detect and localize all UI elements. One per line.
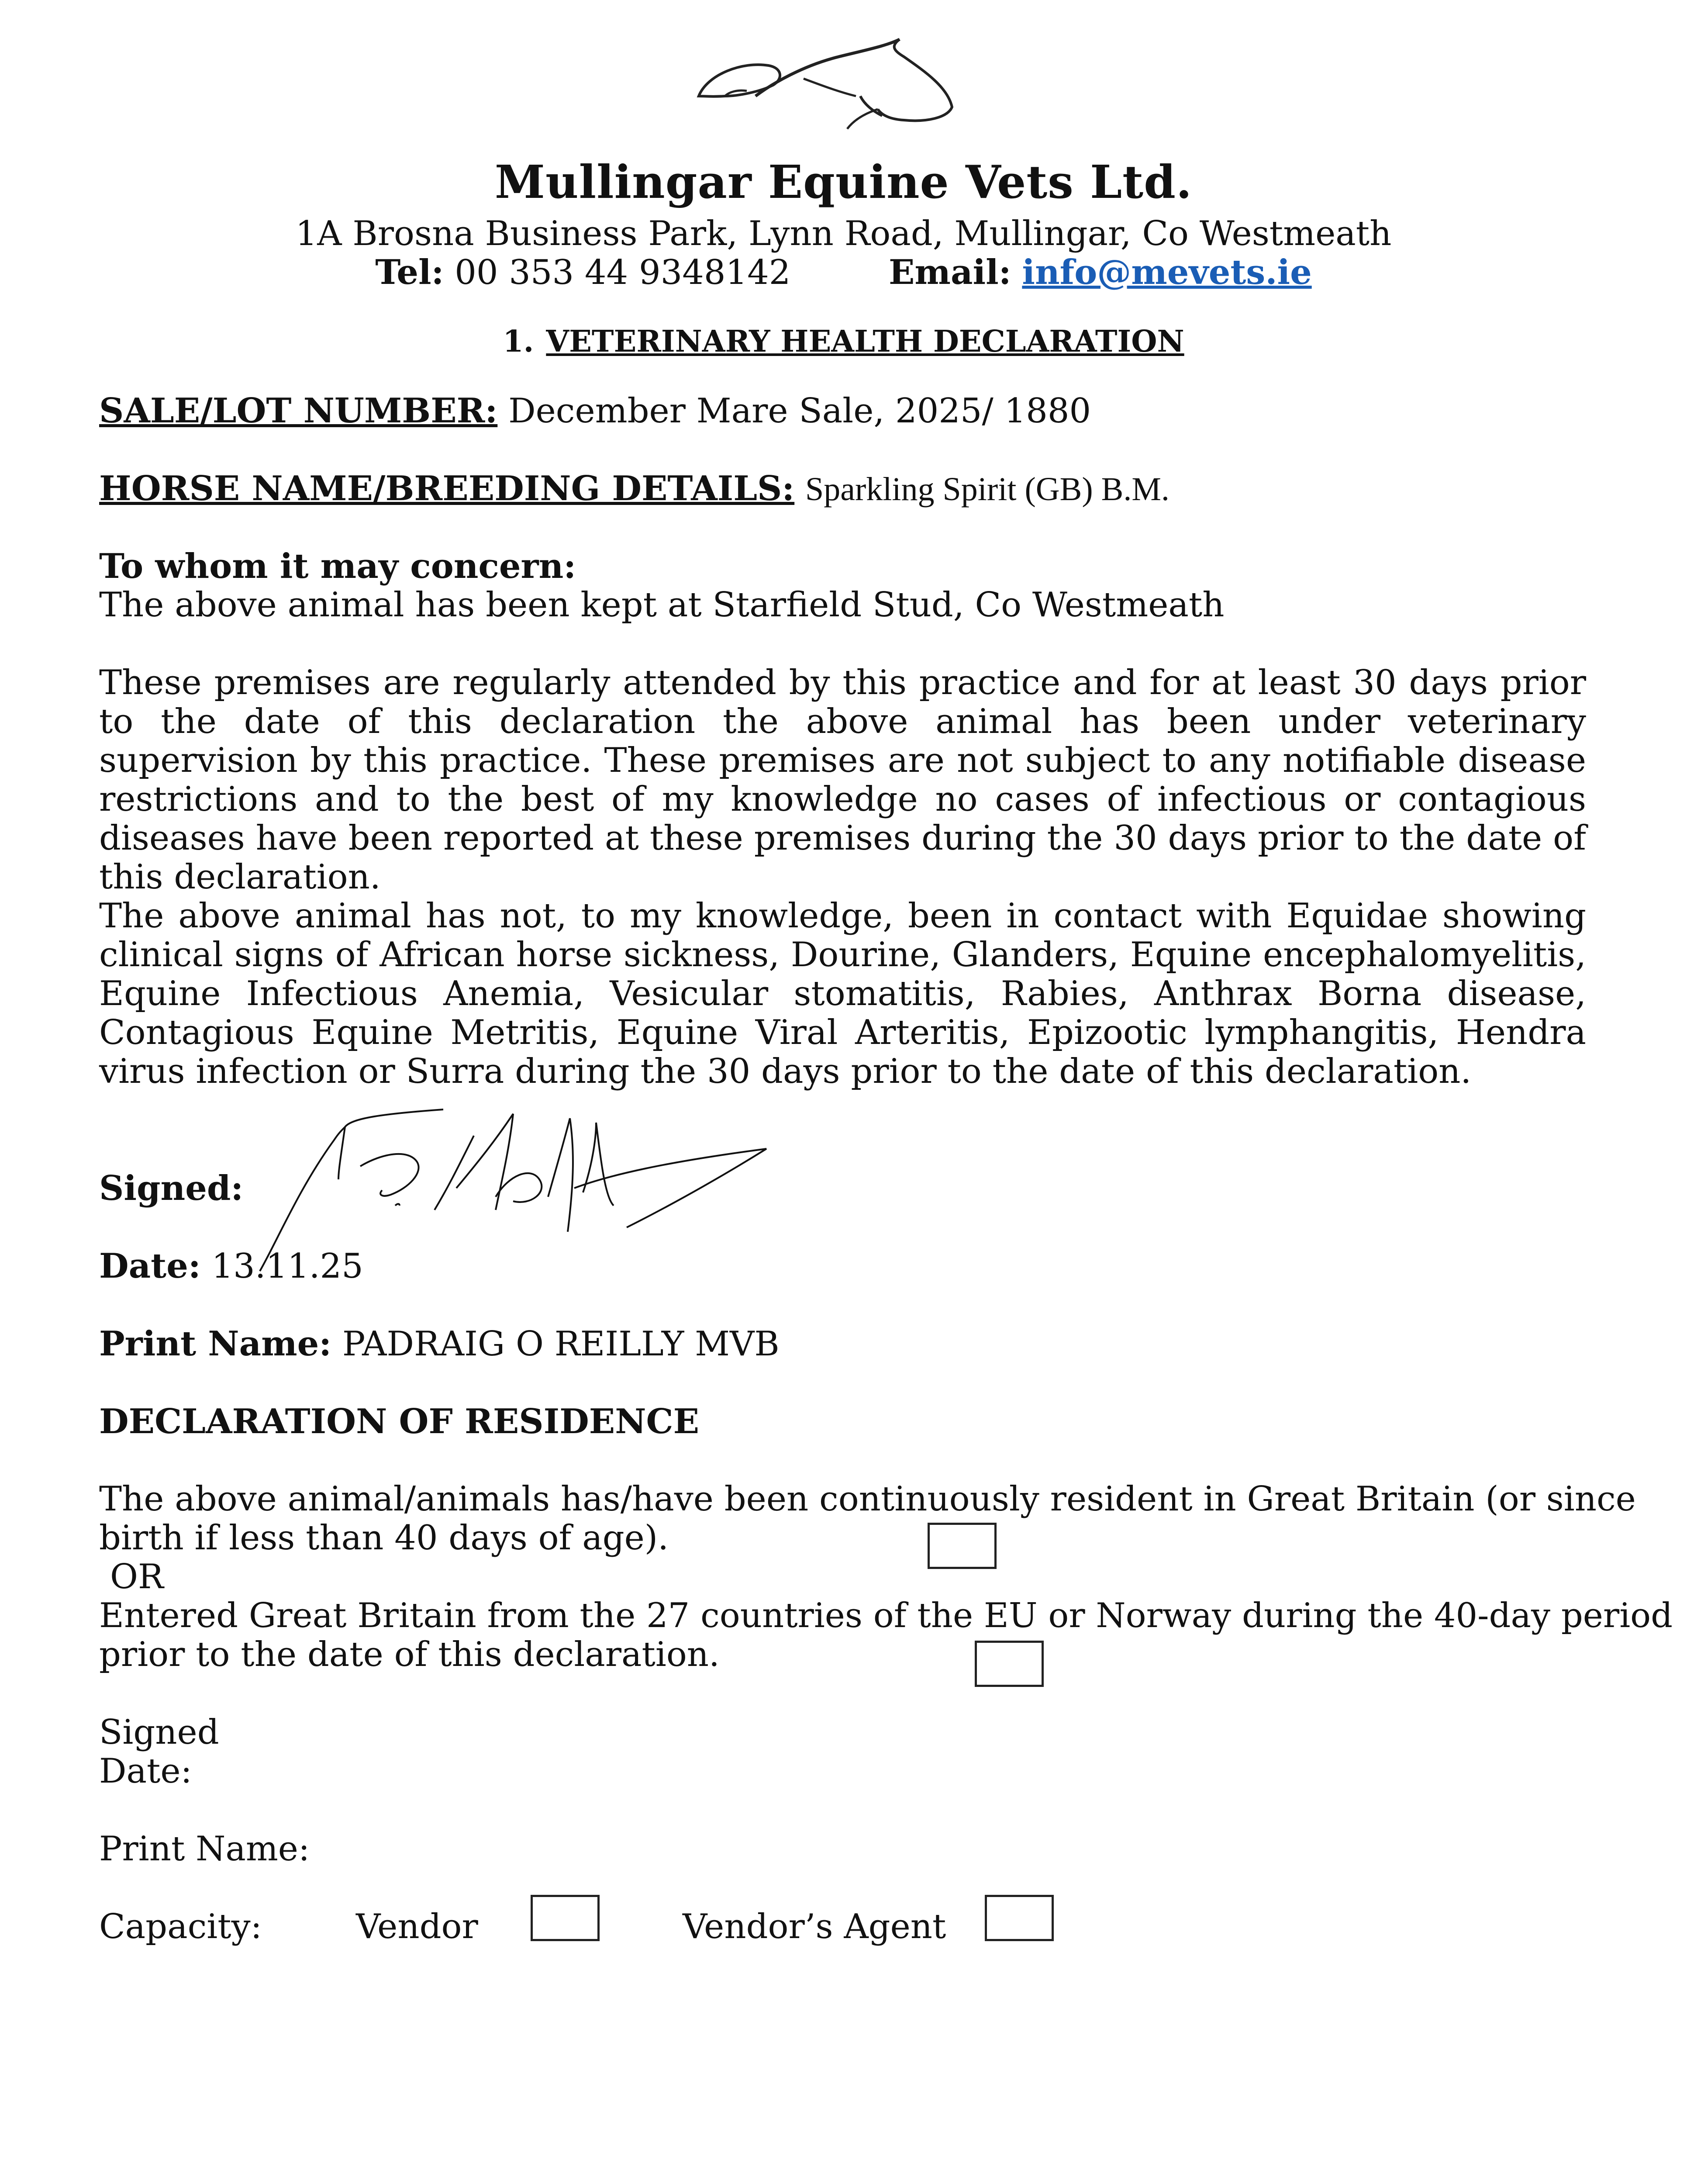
sale-lot-line (99, 391, 1091, 431)
entered-eu-checkbox[interactable] (975, 1641, 1044, 1687)
residence-option-1-line-1: The above animal/animals has/have been continuously resident in Great Britain (or since (99, 1479, 1636, 1519)
or-text: OR (110, 1557, 164, 1597)
resident-checkbox[interactable] (928, 1523, 997, 1569)
tel-value: 00 353 44 9348142 (455, 253, 791, 292)
horse-label: HORSE NAME/BREEDING DETAILS: (99, 469, 795, 508)
date-line (99, 1247, 363, 1286)
print-name-line (99, 1324, 780, 1364)
residence-date-label: Date: (99, 1752, 192, 1791)
residence-option-2-line-2: prior to the date of this declaration. (99, 1635, 720, 1674)
salutation: To whom it may concern: (99, 546, 576, 586)
section-number: 1. (503, 324, 534, 359)
date-label: Date: (99, 1246, 201, 1286)
email-link[interactable]: info@mevets.ie (1022, 252, 1312, 292)
premises-paragraph: These premises are regularly attended by this practice and for at least 30 days prior to the date of this declaration the above animal has been under veterinary supervision by this practice. These premises are not subject to any notifiable disease restrictions and to the best of my knowledge no cases of infectious or contagious diseases have been reported at these premises during the 30 days prior to the date of this declaration. (99, 663, 1586, 897)
signed-label-health: Signed: (99, 1168, 244, 1208)
company-address: 1A Brosna Business Park, Lynn Road, Mullingar, Co Westmeath (295, 214, 1392, 253)
contact-line (0, 252, 1687, 292)
residence-signed-label: Signed (99, 1713, 219, 1752)
date-value: 13.11.25 (211, 1247, 363, 1286)
horse-line (99, 469, 1170, 509)
horse-value: Sparkling Spirit (GB) B.M. (805, 471, 1170, 508)
sale-lot-value: December Mare Sale, 2025/ 1880 (508, 391, 1091, 431)
section-title-text: VETERINARY HEALTH DECLARATION (546, 324, 1184, 359)
residence-print-name-label: Print Name: (99, 1829, 310, 1869)
print-name-value: PADRAIG O REILLY MVB (342, 1324, 780, 1364)
residence-title: DECLARATION OF RESIDENCE (99, 1402, 700, 1441)
kept-at-text: The above animal has been kept at Starfield Stud, Co Westmeath (99, 585, 1225, 625)
residence-option-2-line-1: Entered Great Britain from the 27 countries of the EU or Norway during the 40-day period (99, 1596, 1673, 1635)
vendor-agent-label: Vendor’s Agent (683, 1907, 946, 1946)
sale-lot-label: SALE/LOT NUMBER: (99, 391, 498, 431)
vendor-checkbox[interactable] (531, 1895, 600, 1941)
vendor-agent-checkbox[interactable] (985, 1895, 1054, 1941)
section-title (0, 324, 1687, 359)
residence-option-1-line-2: birth if less than 40 days of age). (99, 1518, 669, 1558)
capacity-label: Capacity: (99, 1907, 262, 1946)
vendor-label: Vendor (356, 1907, 478, 1946)
email-label: Email: (888, 252, 1011, 292)
tel-label: Tel: (375, 252, 444, 292)
horse-heads-logo-icon (673, 31, 974, 135)
contact-paragraph: The above animal has not, to my knowledge, been in contact with Equidae showing clinical signs of African horse sickness, Dourine, Glanders, Equine encephalomyelitis, Equine Infectious Anemia, Vesicular stomatitis, Rabies, Anthrax Borna disease, Contagious Equine Metritis, Equine Viral Arteritis, Epizootic lymphangitis, Hendra virus infection or Surra during the 30 days prior to the date of this declaration. (99, 896, 1586, 1091)
print-name-label: Print Name: (99, 1324, 332, 1364)
company-name: Mullingar Equine Vets Ltd. (494, 155, 1193, 209)
